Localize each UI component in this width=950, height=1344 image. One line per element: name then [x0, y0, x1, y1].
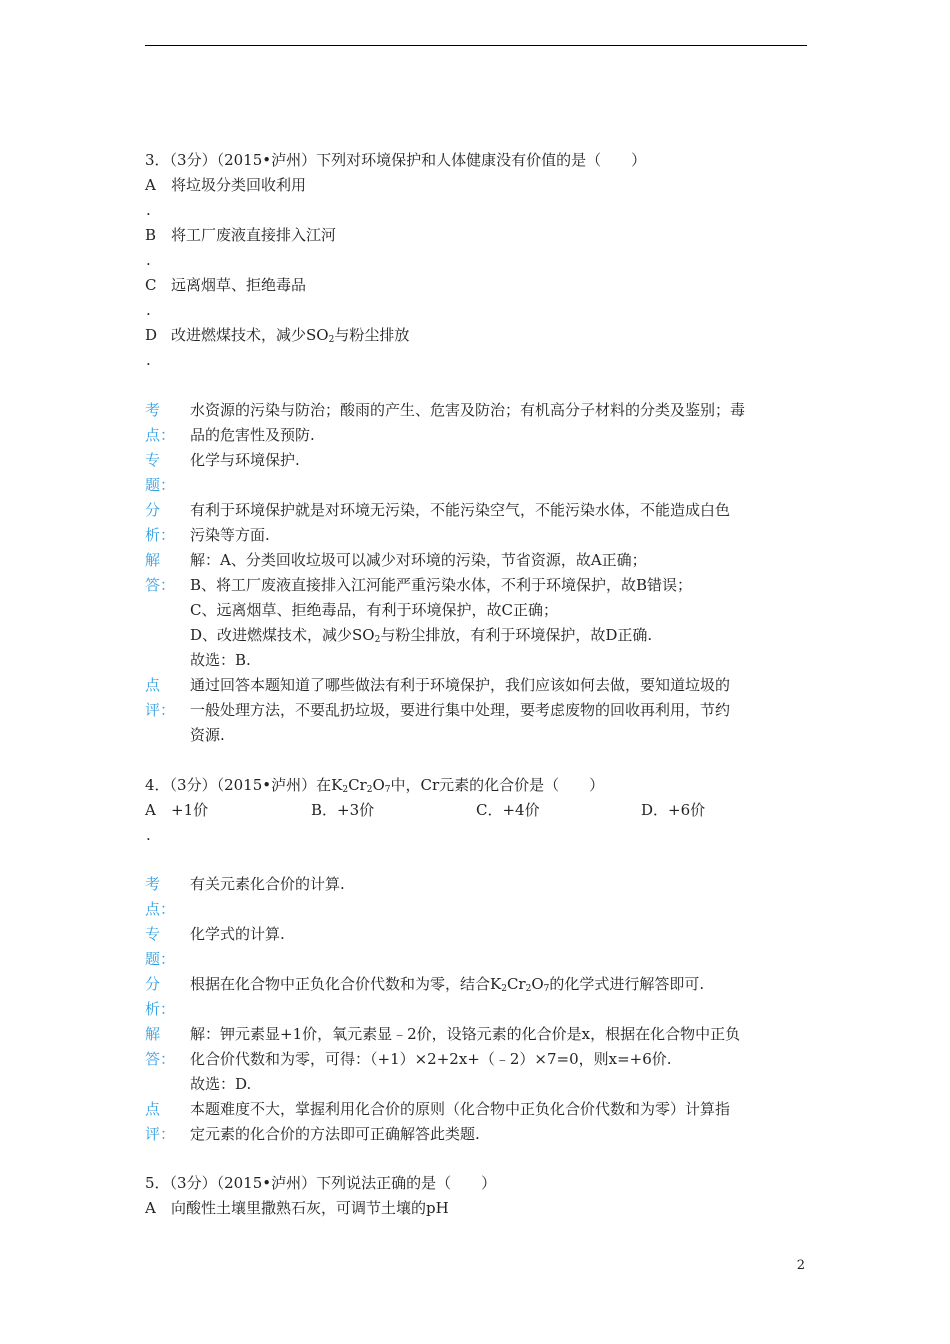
kaodian-label-2: 点： — [145, 426, 176, 444]
fenxi-label-2: 析： — [145, 1000, 176, 1018]
jieda-label-2: 答： — [145, 1050, 176, 1068]
q4-jieda-text: 故选：D. — [190, 1075, 252, 1093]
option-dot: . — [146, 826, 151, 844]
q3-dianping-text: 通过回答本题知道了哪些做法有利于环境保护，我们应该如何去做，要知道垃圾的 — [190, 676, 731, 694]
zhuanti-label: 专 — [145, 925, 161, 943]
q4-option-a: A +1价 — [145, 801, 209, 819]
q3-option-c: C 远离烟草、拒绝毒品 — [145, 276, 307, 294]
kaodian-label: 考 — [145, 401, 161, 419]
jieda-label-2: 答： — [145, 576, 176, 594]
jieda-label: 解 — [145, 1025, 161, 1043]
q4-option-d: D．+6价 — [641, 801, 706, 819]
kaodian-label-2: 点： — [145, 900, 176, 918]
q4-jieda-text: 解：钾元素显+1价，氧元素显﹣2价，设铬元素的化合价是x，根据在化合物中正负 — [190, 1025, 741, 1043]
q3-dianping-text: 资源. — [190, 726, 225, 744]
q3-stem: 3．（3分）（2015•泸州）下列对环境保护和人体健康没有价值的是（ ） — [145, 151, 647, 169]
q3-fenxi-text: 有利于环境保护就是对环境无污染，不能污染空气，不能污染水体，不能造成白色 — [190, 501, 731, 519]
q4-option-c: C．+4价 — [476, 801, 540, 819]
q3-kaodian-text: 水资源的污染与防治；酸雨的产生、危害及防治；有机高分子材料的分类及鉴别；毒 — [190, 401, 746, 419]
q3-jieda-text: D、改进燃煤技术，减少$SO_2$与粉尘排放，有利于环境保护，故D正确. — [190, 626, 653, 645]
dianping-label: 点 — [145, 676, 161, 694]
option-dot: . — [146, 251, 151, 269]
zhuanti-label-2: 题： — [145, 476, 176, 494]
fenxi-label: 分 — [145, 501, 161, 519]
q3-dianping-text: 一般处理方法，不要乱扔垃圾，要进行集中处理，要考虑废物的回收再利用，节约 — [190, 701, 731, 719]
zhuanti-label-2: 题： — [145, 950, 176, 968]
page-number: 2 — [796, 1258, 805, 1273]
q3-kaodian-text: 品的危害性及预防. — [190, 426, 315, 444]
dianping-label-2: 评： — [145, 1125, 176, 1143]
q5-option-a: A 向酸性土壤里撒熟石灰，可调节土壤的pH — [145, 1199, 449, 1217]
q3-zhuanti-text: 化学与环境保护. — [190, 451, 300, 469]
q4-option-b: B．+3价 — [311, 801, 375, 819]
q4-dianping-text: 本题难度不大，掌握利用化合价的原则（化合物中正负化合价代数和为零）计算指 — [190, 1100, 731, 1118]
q4-kaodian-text: 有关元素化合价的计算. — [190, 875, 345, 893]
option-dot: . — [146, 201, 151, 219]
q4-jieda-text: 化合价代数和为零，可得：（+1）×2+2x+（﹣2）×7=0，则x=+6价. — [190, 1050, 672, 1068]
kaodian-label: 考 — [145, 875, 161, 893]
q3-jieda-text: 解：A、分类回收垃圾可以减少对环境的污染，节省资源，故A正确； — [190, 551, 647, 569]
jieda-label: 解 — [145, 551, 161, 569]
q3-fenxi-text: 污染等方面. — [190, 526, 270, 544]
dianping-label: 点 — [145, 1100, 161, 1118]
q3-option-b: B 将工厂废液直接排入江河 — [145, 226, 337, 244]
q4-stem: 4．（3分）（2015•泸州）在$K_2Cr_2O_7$中，Cr元素的化合价是（ ） — [145, 776, 605, 795]
header-rule — [145, 45, 807, 46]
zhuanti-label: 专 — [145, 451, 161, 469]
q5-stem: 5．（3分）（2015•泸州）下列说法正确的是（ ） — [145, 1174, 497, 1192]
q3-jieda-text: B、将工厂废液直接排入江河能严重污染水体，不利于环境保护，故B错误； — [190, 576, 693, 594]
q3-option-a: A 将垃圾分类回收利用 — [145, 176, 307, 194]
q4-zhuanti-text: 化学式的计算. — [190, 925, 285, 943]
q4-dianping-text: 定元素的化合价的方法即可正确解答此类题. — [190, 1125, 480, 1143]
fenxi-label-2: 析： — [145, 526, 176, 544]
dianping-label-2: 评： — [145, 701, 176, 719]
q4-fenxi-text: 根据在化合物中正负化合价代数和为零，结合$K_2Cr_2O_7$的化学式进行解答即可. — [190, 975, 705, 994]
q3-jieda-text: C、远离烟草、拒绝毒品，有利于环境保护，故C正确； — [190, 601, 558, 619]
q3-option-d: D 改进燃煤技术，减少$SO_2$与粉尘排放 — [145, 326, 410, 345]
option-dot: . — [146, 351, 151, 369]
fenxi-label: 分 — [145, 975, 161, 993]
q3-jieda-text: 故选：B. — [190, 651, 251, 669]
option-dot: . — [146, 301, 151, 319]
